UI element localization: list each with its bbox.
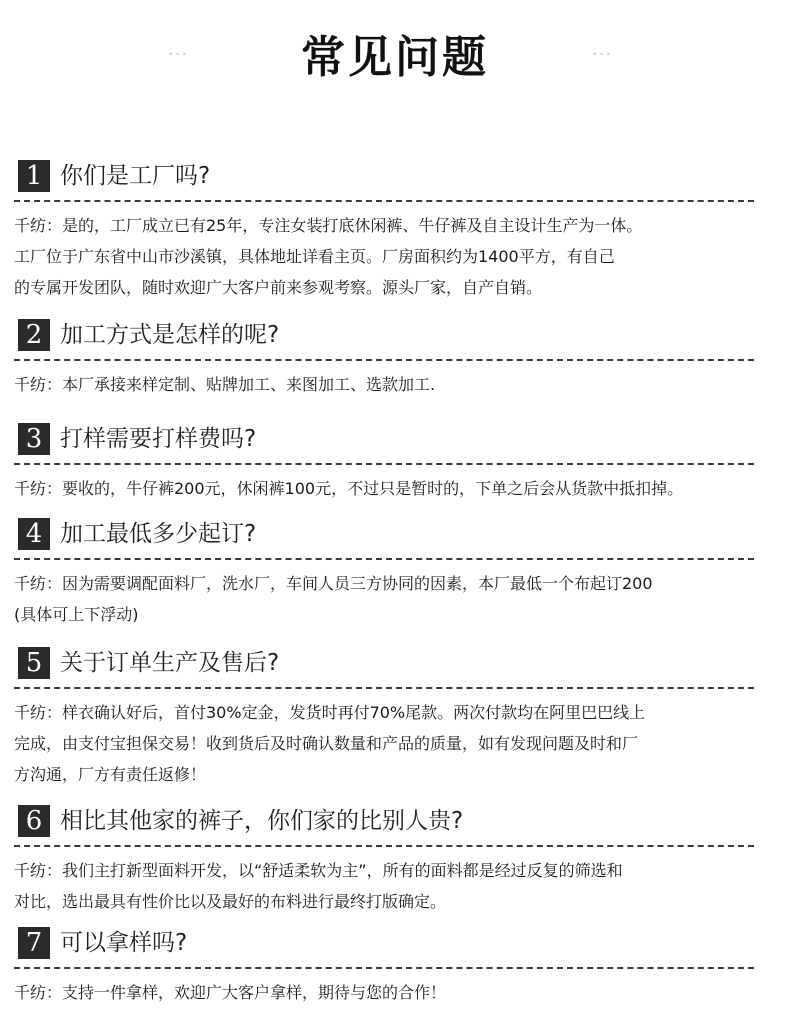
question-number-badge: 5: [18, 647, 50, 679]
question-number-badge: 7: [18, 927, 50, 959]
question-text: 可以拿样吗?: [60, 930, 188, 956]
answer-line: 千纺：支持一件拿样，欢迎广大客户拿样，期待与您的合作！: [14, 983, 447, 1002]
faq-question-row: [14, 158, 778, 194]
dashed-divider: [14, 463, 754, 465]
question-text: 加工最低多少起订?: [60, 521, 257, 547]
answer-line: 方沟通，厂方有责任返修！: [14, 765, 207, 784]
answer-line: 工厂位于广东省中山市沙溪镇，具体地址详看主页。厂房面积约为1400平方，有自己: [14, 247, 615, 266]
question-number-badge: 3: [18, 423, 50, 455]
dashed-divider: [14, 558, 754, 560]
question-number-badge: 6: [18, 805, 50, 837]
dashed-divider: [14, 967, 754, 969]
question-number-badge: 4: [18, 518, 50, 550]
faq-item-6: [14, 803, 778, 917]
answer-text: [14, 977, 778, 1008]
question-text: 加工方式是怎样的呢?: [60, 322, 280, 348]
answer-text: [14, 473, 778, 504]
faq-item-1: [14, 158, 778, 303]
faq-question-row: [14, 803, 778, 839]
answer-text: [14, 697, 778, 790]
question-number-badge: 1: [18, 160, 50, 192]
faq-item-4: [14, 516, 778, 630]
dashed-divider: [14, 200, 754, 202]
faq-question-row: [14, 317, 778, 353]
dashed-divider: [14, 359, 754, 361]
answer-line: 对比，选出最具有性价比以及最好的布料进行最终打版确定。: [14, 892, 447, 911]
answer-line: 千纺：是的，工厂成立已有25年，专注女装打底休闲裤、牛仔裤及自主设计生产为一体。: [14, 216, 643, 235]
faq-item-3: [14, 421, 778, 504]
dashed-divider: [14, 845, 754, 847]
question-text: 你们是工厂吗?: [60, 163, 211, 189]
faq-question-row: [14, 516, 778, 552]
answer-line: 千纺：样衣确认好后，首付30%定金，发货时再付70%尾款。两次付款均在阿里巴巴线上: [14, 703, 646, 722]
decorative-dots-right: ···: [592, 44, 613, 65]
answer-line: 完成，由支付宝担保交易！收到货后及时确认数量和产品的质量，如有发现问题及时和厂: [14, 734, 639, 753]
answer-line: 千纺：本厂承接来样定制、贴牌加工、来图加工、选款加工.: [14, 375, 436, 394]
faq-question-row: [14, 421, 778, 457]
faq-item-2: [14, 317, 778, 400]
question-number-badge: 2: [18, 319, 50, 351]
answer-text: [14, 568, 778, 630]
faq-item-5: [14, 645, 778, 790]
answer-line: 千纺：我们主打新型面料开发，以“舒适柔软为主”，所有的面料都是经过反复的筛选和: [14, 861, 623, 880]
faq-question-row: [14, 645, 778, 681]
decorative-dots-left: ···: [168, 44, 189, 65]
answer-line: 千纺：因为需要调配面料厂，洗水厂，车间人员三方协同的因素，本厂最低一个布起订200: [14, 574, 653, 593]
answer-text: [14, 369, 778, 400]
question-text: 打样需要打样费吗?: [60, 426, 257, 452]
dashed-divider: [14, 687, 754, 689]
answer-line: 的专属开发团队，随时欢迎广大客户前来参观考察。源头厂家，自产自销。: [14, 278, 543, 297]
answer-line: 千纺：要收的，牛仔裤200元，休闲裤100元，不过只是暂时的，下单之后会从货款中抵扣掉。: [14, 479, 684, 498]
question-text: 关于订单生产及售后?: [60, 650, 280, 676]
page-title: 常见问题: [301, 32, 489, 83]
page-header: [0, 28, 790, 88]
faq-item-7: [14, 925, 778, 1008]
answer-text: [14, 855, 778, 917]
question-text: 相比其他家的裤子，你们家的比别人贵?: [60, 808, 464, 834]
faq-question-row: [14, 925, 778, 961]
answer-text: [14, 210, 778, 303]
answer-line: (具体可上下浮动): [14, 605, 139, 624]
